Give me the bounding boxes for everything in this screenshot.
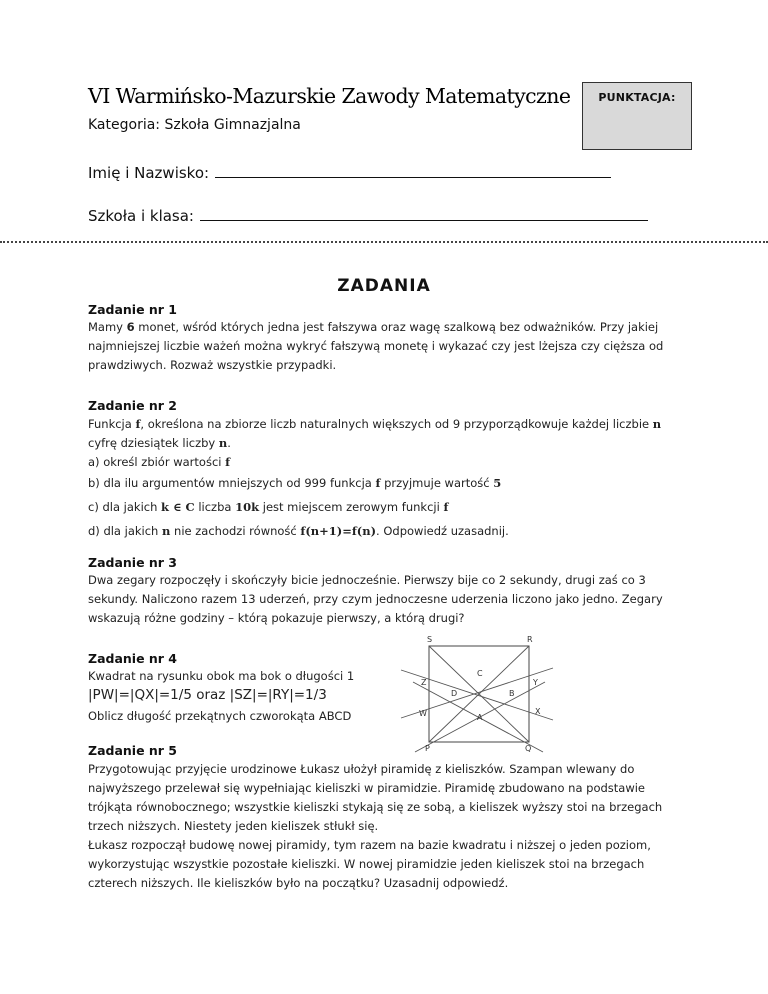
text: wykorzystując wszystkie pozostałe kieliszki. W nowej piramidzie jeden kieliszek stoi na brzegach — [88, 857, 645, 871]
text-math: f — [443, 500, 449, 514]
text-bold: 6 — [126, 320, 135, 334]
label-d: D — [451, 689, 458, 698]
text-math: f — [135, 417, 141, 431]
text: sekundy. Naliczono razem 13 uderzeń, przy czym jednoczesne uderzenia liczono jako jedno. Zegary — [88, 592, 663, 606]
text: Łukasz rozpoczął budowę nowej piramidy, tym razem na bazie kwadratu i niższej o jeden poziom, — [88, 838, 651, 852]
label-s: S — [427, 635, 433, 644]
task3-body — [88, 571, 688, 628]
text: cyfrę dziesiątek liczby — [88, 436, 219, 450]
name-label: Imię i Nazwisko: — [88, 164, 210, 182]
task5-body — [88, 760, 688, 893]
score-box — [582, 82, 692, 150]
task1-body — [88, 318, 688, 375]
text: . — [227, 436, 231, 450]
label-a: A — [477, 713, 483, 722]
text: najwyższego przelewał się wypełniając kieliszki w piramidzie. Piramidę zbudowano na podstawie — [88, 781, 646, 795]
text: Przygotowując przyjęcie urodzinowe Łukasz ułożył piramidę z kieliszków. Szampan wlewany do — [88, 762, 635, 776]
text: jest miejscem zerowym funkcji — [259, 500, 444, 514]
school-label: Szkoła i klasa: — [88, 207, 194, 225]
task2-body — [88, 415, 688, 541]
task4-line1: Kwadrat na rysunku obok ma bok o długości 1 — [88, 669, 355, 683]
label-c: C — [477, 669, 483, 678]
text: liczba — [194, 500, 236, 514]
text: b) dla ilu argumentów mniejszych od 999 funkcja — [88, 476, 376, 490]
label-q: Q — [525, 744, 532, 753]
category-label: Kategoria: Szkoła Gimnazjalna — [88, 117, 301, 133]
text: czterech niższych. Ile kieliszków było na początku? Uzasadnij odpowiedź. — [88, 876, 509, 890]
square-figure — [393, 632, 568, 756]
label-y: Y — [533, 678, 538, 687]
name-line[interactable] — [215, 176, 611, 178]
school-line[interactable] — [200, 219, 648, 221]
text-math: f(n+1)=f(n) — [300, 524, 377, 538]
text: c) dla jakich — [88, 500, 162, 514]
text: trójkąta równobocznego; wszystkie kieliszki stykają się ze sobą, a kieliszek wyższy stoi na brzegach — [88, 800, 663, 814]
task3-heading: Zadanie nr 3 — [88, 555, 178, 570]
label-b: B — [509, 689, 515, 698]
text: , określona na zbiorze liczb naturalnych większych od 9 przyporządkowuje każdej liczbie — [140, 417, 653, 431]
text: przyjmuje wartość — [380, 476, 494, 490]
document-title: VI Warmińsko-Mazurskie Zawody Matematyczne — [88, 84, 571, 108]
text: Mamy — [88, 320, 127, 334]
text: nie zachodzi równość — [170, 524, 301, 538]
name-field[interactable] — [88, 164, 611, 182]
text: najmniejszej liczbie ważeń można wykryć fałszywą monetę i wykazać czy jest lżejsza czy cięższa od — [88, 339, 664, 353]
text: monet, wśród których jedna jest fałszywa oraz wagę szalkową bez odważników. Przy jakiej — [134, 320, 659, 334]
text-math: n — [218, 436, 228, 450]
text-math: 10k — [235, 500, 260, 514]
text-math: n — [162, 524, 171, 538]
text-math: k ∈ C — [161, 500, 195, 514]
label-r: R — [527, 635, 533, 644]
text: trzech niższych. Niestety jeden kieliszek stłukł się. — [88, 819, 379, 833]
label-x: X — [535, 707, 541, 716]
text: Funkcja — [88, 417, 136, 431]
text: Dwa zegary rozpoczęły i skończyły bicie jednocześnie. Pierwszy bije co 2 sekundy, drugi zaś co 3 — [88, 573, 646, 587]
dotted-separator — [0, 241, 768, 243]
score-label: PUNKTACJA: — [598, 91, 676, 104]
task2-heading: Zadanie nr 2 — [88, 398, 178, 413]
task4-line2: |PW|=|QX|=1/5 oraz |SZ|=|RY|=1/3 — [88, 687, 327, 703]
text: wskazują różne godziny – którą pokazuje pierwszy, a którą drugi? — [88, 611, 465, 625]
label-p: P — [425, 744, 430, 753]
task1-heading: Zadanie nr 1 — [88, 302, 178, 317]
section-title: ZADANIA — [337, 276, 431, 296]
text-math: n — [652, 417, 662, 431]
text-math: 5 — [493, 476, 502, 490]
task4-heading: Zadanie nr 4 — [88, 651, 178, 666]
text: prawdziwych. Rozważ wszystkie przypadki. — [88, 358, 337, 372]
task5-heading: Zadanie nr 5 — [88, 743, 178, 758]
text-math: f — [225, 455, 231, 469]
text-math: f — [375, 476, 381, 490]
label-z: Z — [421, 678, 427, 687]
text: . Odpowiedź uzasadnij. — [376, 524, 509, 538]
school-field[interactable] — [88, 207, 648, 225]
text: d) dla jakich — [88, 524, 163, 538]
task4-line3: Oblicz długość przekątnych czworokąta ABCD — [88, 709, 352, 723]
text: a) określ zbiór wartości — [88, 455, 226, 469]
label-w: W — [419, 709, 427, 718]
